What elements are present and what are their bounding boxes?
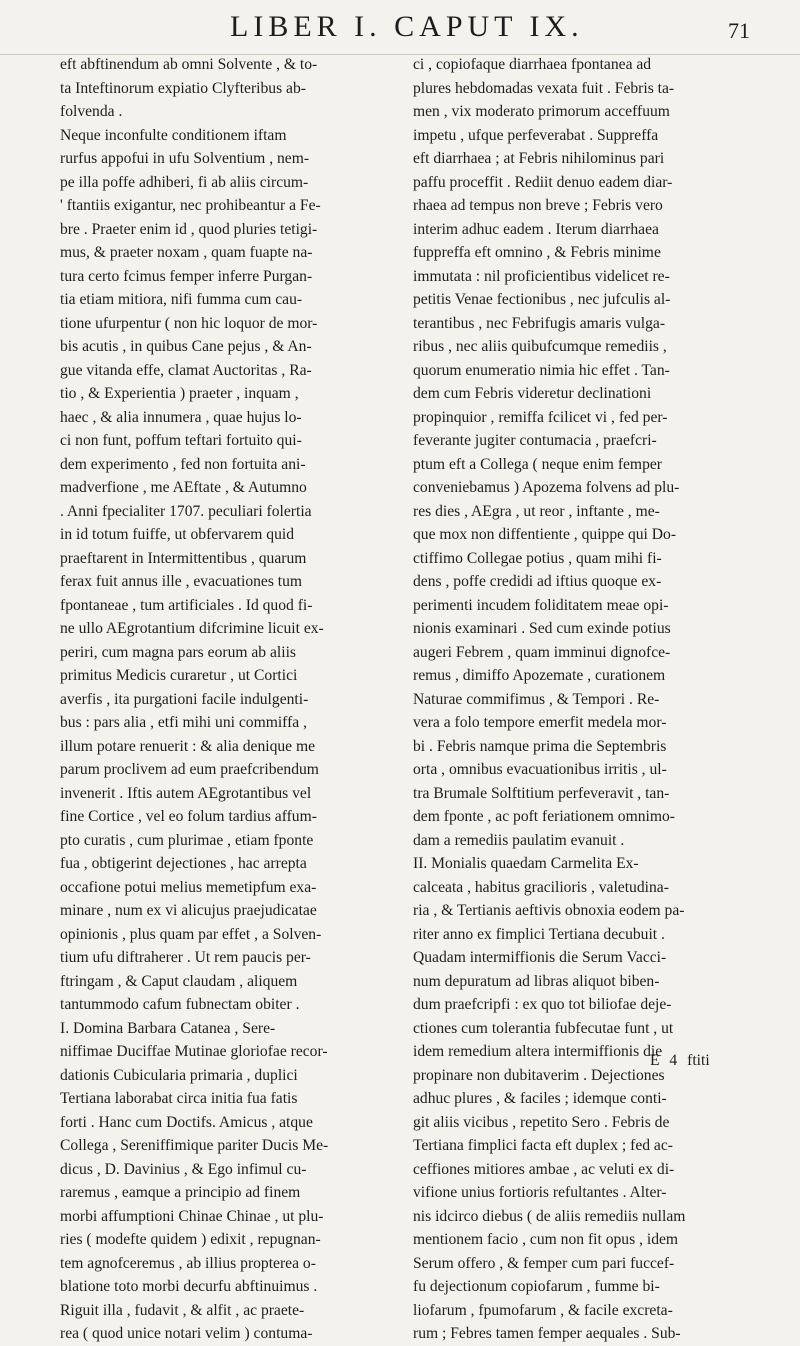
text-line: riter anno ex fimplici Tertiana decubuit .: [413, 925, 665, 943]
text-line: primitus Medicis curaretur , ut Cortici: [60, 667, 298, 684]
text-line: tium ufu diftraherer . Ut rem paucis per-: [60, 949, 311, 966]
text-line: orta , omnibus evacuationibus irritis , ul-: [413, 761, 667, 778]
page-number: 71: [728, 18, 750, 43]
text-line: res dies , AEgra , ut reor , inftante , me-: [413, 502, 660, 520]
page-header: [0, 8, 800, 48]
text-line: feverante jugiter contumacia , praefcri-: [413, 432, 657, 449]
text-line: ria , & Tertianis aeftivis obnoxia eodem pa-: [413, 902, 685, 919]
text-line: raremus , eamque a principio ad finem: [60, 1184, 301, 1201]
text-line: ferax fuit annus ille , evacuationes tum: [60, 573, 303, 590]
text-line: ctiones cum tolerantia fubfecutae funt , ut: [413, 1019, 674, 1037]
catchword: ftiti: [687, 1052, 710, 1069]
text-line: vifione unius fortioris refultantes . Alter-: [413, 1184, 667, 1201]
text-line: mus, & praeter noxam , quam fuapte na-: [60, 244, 313, 261]
text-line: ptum eft a Collega ( neque enim femper: [413, 455, 662, 473]
text-line: fpontaneae , tum artificiales . Id quod fi-: [60, 596, 313, 614]
text-line: niffimae Duciffae Mutinae gloriofae recor-: [60, 1043, 328, 1060]
text-line: fu dejectionum copiofarum , fumme bi-: [413, 1278, 660, 1295]
text-line: dationis Cubicularia primaria , duplici: [60, 1066, 298, 1084]
text-line: bis acutis , in quibus Cane pejus , & An-: [60, 338, 312, 355]
text-line: fine Cortice , vel eo folum tardius affum-: [60, 808, 317, 825]
text-line: remus , dimiffo Apozemate , curationem: [413, 667, 666, 684]
text-line: adhuc plures , & faciles ; idemque conti-: [413, 1090, 667, 1107]
text-line: madverfione , me AEftate , & Autumno: [60, 479, 307, 496]
text-line: quorum enumeratio nimia hic effet . Tan-: [413, 361, 670, 379]
text-line: rum ; Febres tamen femper aequales . Sub-: [413, 1325, 681, 1342]
text-line: pto curatis , cum plurimae , etiam fponte: [60, 831, 314, 849]
text-line: terantibus , nec Febrifugis amaris vulga-: [413, 314, 666, 332]
running-head: LIBER I. CAPUT IX.: [230, 10, 584, 43]
text-line: tio , & Experientia ) praeter , inquam ,: [60, 385, 299, 402]
text-line: periri, cum magna pars eorum ab aliis: [60, 643, 296, 661]
text-line: morbi affumptioni Chinae Chinae , ut plu-: [60, 1207, 324, 1225]
text-line: Naturae commifimus , & Tempori . Re-: [413, 690, 660, 708]
text-line: dem cum Febris videretur declinationi: [413, 385, 652, 402]
text-line: dem fponte , ac poft feriationem omnimo-: [413, 808, 675, 825]
text-line: gue vitanda effe, clamat Auctoritas , Ra-: [60, 361, 312, 379]
right-text-column: [413, 53, 738, 1346]
text-line: ribus , nec aliis quibufcumque remediis ,: [413, 338, 667, 355]
text-line: eft abftinendum ab omni Solvente , & to-: [60, 56, 318, 73]
text-line: dum praefcripfi : ex quo tot biliofae deje-: [413, 996, 672, 1013]
text-line: pe illa poffe adhiberi, fi ab aliis circum-: [60, 173, 309, 191]
text-line: impetu , ufque perfeverabat . Suppreffa: [413, 126, 659, 144]
text-line: perimenti incudem foliditatem meae opi-: [413, 596, 669, 614]
left-text-column: [60, 53, 385, 1346]
text-line: dens , poffe credidi ad iftius quoque ex-: [413, 573, 662, 590]
text-line: II. Monialis quaedam Carmelita Ex-: [413, 855, 639, 872]
text-line: bi . Febris namque prima die Septembris: [413, 737, 667, 755]
text-line: propinquior , remiffa fcilicet vi , fed per-: [413, 408, 668, 426]
text-line: forti . Hanc cum Doctifs. Amicus , atque: [60, 1113, 313, 1131]
text-line: men , vix moderato primorum acceffuum: [413, 103, 670, 120]
text-line: tra Brumale Solftitium perfeveravit , tan-: [413, 784, 670, 802]
text-line: fua , obtigerint dejectiones , hac arrepta: [60, 855, 307, 872]
text-line: fuppreffa eft omnino , & Febris minime: [413, 244, 661, 261]
text-line: ' ftantiis exigantur, nec prohibeantur a Fe-: [60, 197, 321, 214]
text-line: vera a folo tempore emerfit medela mor-: [413, 714, 667, 731]
text-line: paffu proceffit . Rediit denuo eadem diar-: [413, 173, 673, 191]
text-line: num depuratum ad libras aliquot biben-: [413, 972, 660, 990]
text-line: git aliis vicibus , repetito Sero . Febris de: [413, 1113, 670, 1131]
text-line: ne ullo AEgrotantium difcrimine licuit ex-: [60, 620, 324, 637]
text-line: parum proclivem ad eum praefcribendum: [60, 761, 319, 778]
text-line: folvenda .: [60, 103, 123, 120]
text-line: tura certo fcimus femper inferre Purgan-: [60, 267, 313, 285]
text-line: ceffiones mitiores ambae , ac veluti ex di-: [413, 1160, 675, 1178]
text-line: tia etiam mitiora, nifi fumma cum cau-: [60, 291, 303, 308]
text-line: averfis , ita purgationi facile indulgenti-: [60, 690, 309, 708]
text-line: interim adhuc eadem . Iterum diarrhaea: [413, 220, 659, 238]
text-line: nionis examinari . Sed cum exinde potius: [413, 620, 671, 637]
page-footer: [650, 1052, 710, 1070]
signature-mark: E 4: [650, 1052, 678, 1069]
text-line: dem experimento , fed non fortuita ani-: [60, 455, 306, 473]
text-line: mentionem facio , cum non fit opus , idem: [413, 1231, 679, 1248]
text-line: tem agnofceremus , ab illius propterea o-: [60, 1254, 316, 1272]
text-line: invenerit . Iftis autem AEgrotantibus vel: [60, 784, 312, 802]
text-line: propinare non dubitaverim . Dejectiones: [413, 1066, 665, 1084]
text-line: rurfus appofui in ufu Solventium , nem-: [60, 150, 310, 167]
text-line: ries ( modefte quidem ) edixit , repugnan-: [60, 1231, 321, 1248]
text-line: bre . Praeter enim id , quod pluries tetigi-: [60, 220, 318, 238]
text-line: conveniebamus ) Apozema folvens ad plu-: [413, 479, 680, 496]
text-line: in id totum fuiffe, ut obfervarem quid: [60, 526, 294, 543]
text-line: minare , num ex vi alicujus praejudicatae: [60, 902, 317, 919]
text-line: immutata : nil proficientibus videlicet re-: [413, 267, 670, 285]
text-line: rea ( quod unice notari velim ) contuma-: [60, 1325, 313, 1342]
text-line: plures hebdomadas vexata fuit . Febris ta-: [413, 79, 675, 97]
text-line: ci , copiofaque diarrhaea fpontanea ad: [413, 56, 652, 73]
text-line: Serum offero , & femper cum pari fuccef-: [413, 1254, 675, 1272]
text-line: liofarum , fpumofarum , & facile excreta-: [413, 1301, 673, 1319]
text-line: calceata , habitus gracilioris , valetudina-: [413, 878, 669, 896]
text-line: nis idcirco diebus ( de aliis remediis nullam: [413, 1207, 686, 1225]
text-line: Tertiana fimplici facta eft duplex ; fed ac-: [413, 1137, 673, 1154]
text-line: rhaea ad tempus non breve ; Febris vero: [413, 197, 663, 214]
text-line: occafione potui melius memetipfum exa-: [60, 878, 317, 896]
text-line: praeftarent in Intermittentibus , quarum: [60, 549, 307, 567]
text-line: ctiffimo Collegae potius , quam mihi fi-: [413, 549, 662, 567]
text-line: petitis Venae fectionibus , nec jufculis al-: [413, 291, 671, 308]
text-line: augeri Febrem , quam imminui dignofce-: [413, 643, 671, 661]
text-line: I. Domina Barbara Catanea , Sere-: [60, 1019, 276, 1037]
text-line: haec , & alia innumera , quae hujus lo-: [60, 408, 302, 426]
text-line: Quadam intermiffionis die Serum Vacci-: [413, 949, 667, 966]
text-line: ta Inteftinorum expiatio Clyfteribus ab-: [60, 79, 306, 97]
text-line: bus : pars alia , etfi mihi uni commiffa ,: [60, 714, 307, 731]
text-line: illum potare renuerit : & alia denique me: [60, 737, 316, 755]
text-line: ftringam , & Caput claudam , aliquem: [60, 972, 298, 990]
text-line: Tertiana laborabat circa initia fua fatis: [60, 1090, 298, 1107]
text-line: opinionis , plus quam par effet , a Solven-: [60, 925, 322, 943]
text-line: idem remedium altera intermiffionis die: [413, 1043, 663, 1060]
text-line: Neque inconfulte conditionem iftam: [60, 126, 287, 144]
text-line: tantummodo cafum fubnectam obiter .: [60, 996, 300, 1013]
text-line: que mox non diffentiente , quippe qui Do-: [413, 526, 677, 543]
text-line: dicus , D. Davinius , & Ego infimul cu-: [60, 1160, 307, 1178]
text-line: Collega , Sereniffimique pariter Ducis Me-: [60, 1137, 329, 1154]
text-line: eft diarrhaea ; at Febris nihilominus pari: [413, 150, 665, 167]
text-line: blatione toto morbi decurfu abftinuimus .: [60, 1278, 318, 1295]
text-line: . Anni fpecialiter 1707. peculiari folertia: [60, 502, 312, 520]
text-line: ci non funt, poffum teftari fortuito qui-: [60, 432, 302, 449]
text-line: tione ufurpentur ( non hic loquor de mor-: [60, 314, 318, 332]
text-line: dam a remediis paulatim evanuit .: [413, 831, 625, 849]
text-line: Riguit illa , fudavit , & alfit , ac praete-: [60, 1301, 305, 1319]
